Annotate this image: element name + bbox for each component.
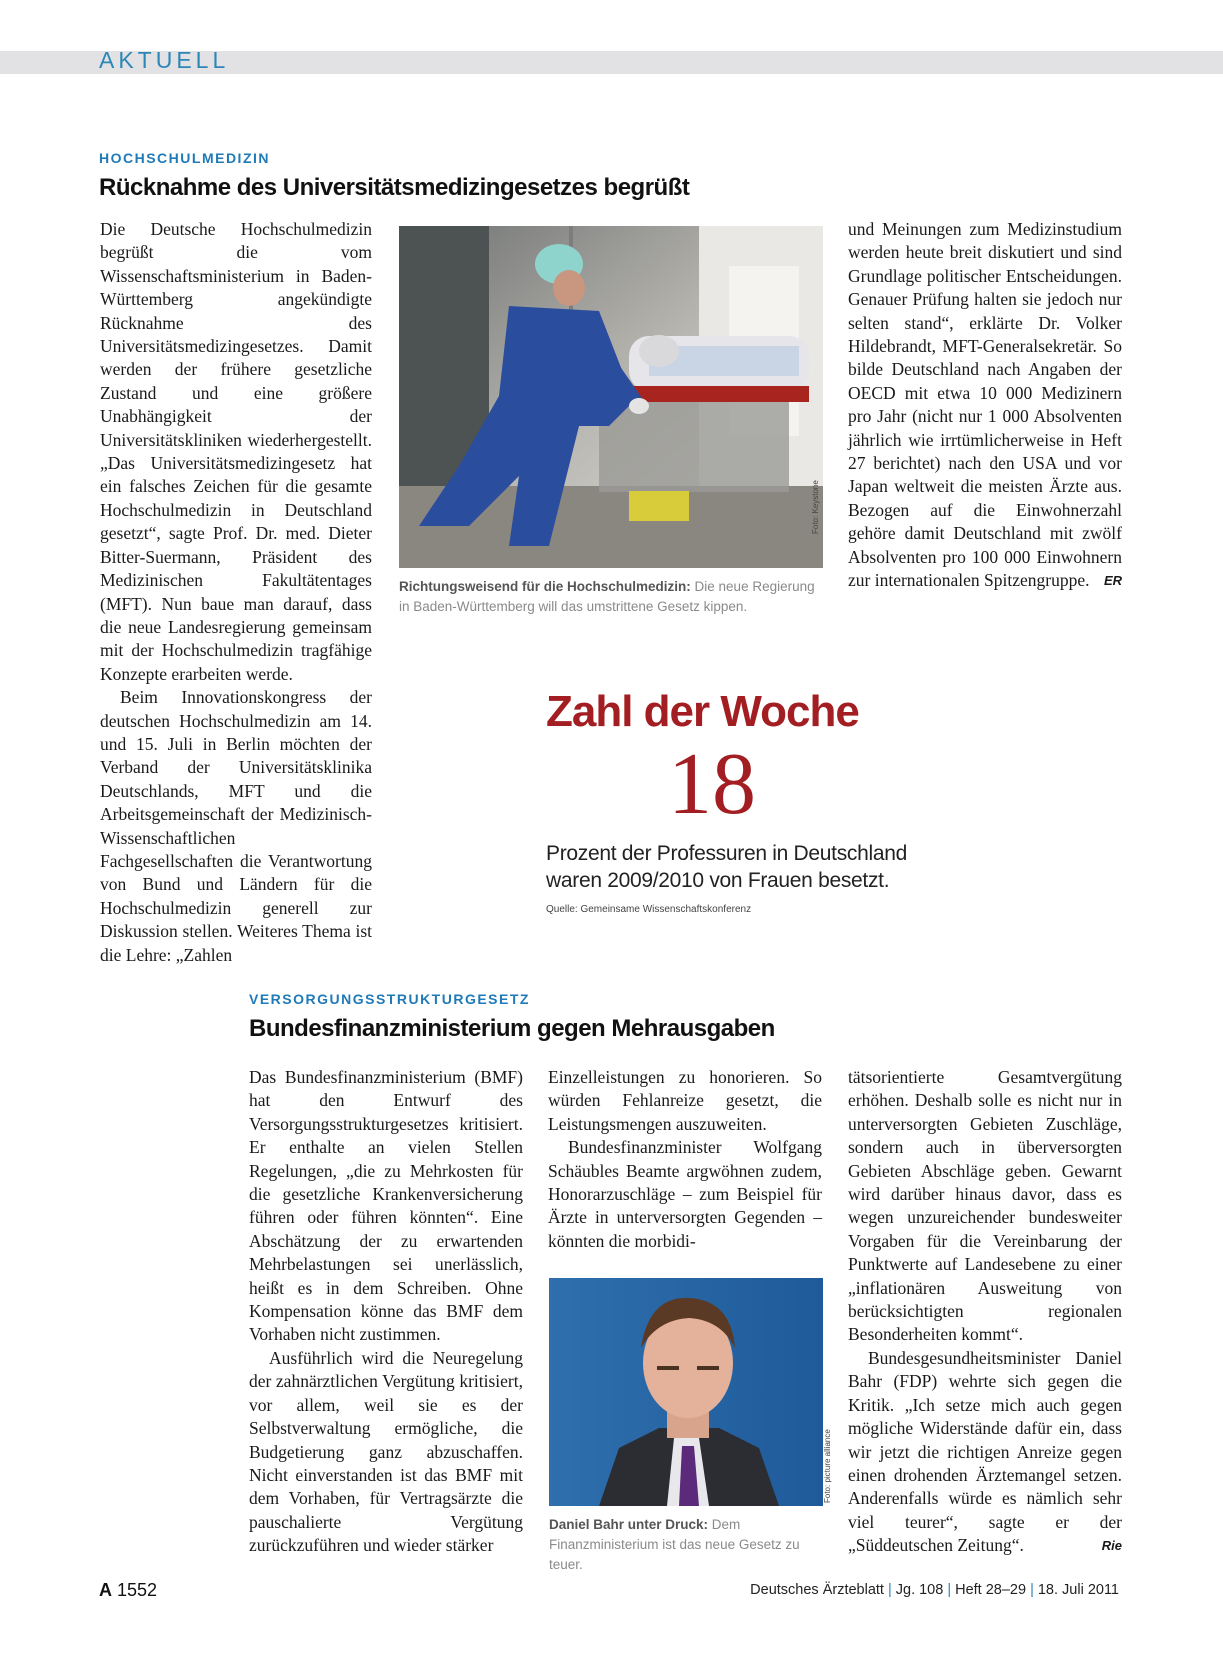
article2-paragraph-2: Ausführlich wird die Neuregelung der zahnärztlichen Vergütung kritisiert, vor allem, weil sie es der Selbstverwaltung ermögliche, die Budgetierung ganz abzuschaffen. Nicht einverstanden ist das BMF mit dem Vorhaben, für Vertragsärzte die pauschalierte Vergütung zurückzuführen und wieder stärker bbox=[249, 1347, 523, 1556]
number-of-week-text: Prozent der Professuren in Deutschland waren 2009/2010 von Frauen besetzt. bbox=[546, 842, 907, 892]
journal-issue: Heft 28–29 bbox=[955, 1582, 1027, 1598]
article1-paragraph-3: und Meinungen zum Medizinstudium werden heute breit diskutiert und sind Grundlage politischer Entscheidungen. Genauer Prüfung halten sie jedoch nur selten stand“, erklärte Dr. Volker Hildebrandt, MFT-Generalsekretär. So bilde Deutschland nach Angaben der OECD mit etwa 10 000 Medizinern pro Jahr (nicht nur 1 000 Absolventen jährlich wie irrtümlicherweise in Heft 27 berichtet) nach den USA und vor Japan weltweit die meisten Ärzte aus. Bezogen auf die Einwohnerzahl gehöre damit Deutschland mit zwölf Absolventen pro 100 000 Einwohnern zur internationalen Spitzengruppe. bbox=[848, 219, 1122, 591]
article1-photo-credit: Foto: Keystone bbox=[811, 480, 820, 534]
journal-volume: Jg. 108 bbox=[895, 1582, 944, 1598]
article1-caption-text: Die neue Regierung in Baden-Württemberg will das umstrittene Gesetz kippen. bbox=[399, 579, 815, 614]
article1-column-3 bbox=[848, 218, 1122, 593]
daniel-bahr-photo bbox=[549, 1278, 823, 1506]
number-of-week-title: Zahl der Woche bbox=[546, 687, 859, 736]
article2-paragraph-4: Bundesfinanzminister Wolfgang Schäubles Beamte argwöhnen zudem, Honorarzuschläge – zum Beispiel für Ärzte in unterversorgten Gegenden – könnten die morbidi- bbox=[548, 1137, 822, 1251]
page-number bbox=[99, 1580, 157, 1601]
article2-paragraph-5: tätsorientierte Gesamtvergütung erhöhen. Deshalb solle es nicht nur in unterversorgten Gebieten Zuschläge, sondern auch in überversorgten Gebieten Abschläge geben. Gewarnt wird darüber hinaus davor, dass es wegen unzureichender bundesweiter Vorgaben für die Vereinbarung der Punktwerte auf Landesebene zu einer „inflationären Ausweitung von berücksichtigten regionalen Besonderheiten kommt“. bbox=[848, 1067, 1122, 1345]
journal-date: 18. Juli 2011 bbox=[1037, 1582, 1119, 1598]
article2-column-1 bbox=[249, 1066, 523, 1558]
article2-author: Rie bbox=[1101, 1538, 1122, 1554]
number-of-week-source: Quelle: Gemeinsame Wissenschaftskonferenz bbox=[546, 904, 752, 915]
article2-paragraph-6: Bundesgesundheitsminister Daniel Bahr (FDP) wehrte sich gegen die Kritik. „Ich setze mich auch gegen mögliche Widerstände dafür ein, dass wir jetzt die richtigen Anreize gegen einen drohenden Ärztemangel setzen. Anderenfalls würde es nämlich sehr viel teurer“, sagte er der „Süddeutschen Zeitung“. bbox=[848, 1347, 1122, 1556]
article1-column-1 bbox=[100, 218, 372, 967]
article2-paragraph-3: Einzelleistungen zu honorieren. So würden Fehlanreize gesetzt, die Leistungsmengen auszuweiten. bbox=[548, 1067, 822, 1134]
separator: | bbox=[887, 1582, 892, 1598]
hospital-photo-illustration bbox=[399, 226, 823, 568]
page-number-value: 1552 bbox=[117, 1580, 158, 1600]
page-prefix: A bbox=[99, 1580, 112, 1600]
journal-name: Deutsches Ärzteblatt bbox=[750, 1582, 884, 1598]
article1-caption-lead: Richtungsweisend für die Hochschulmedizin: bbox=[399, 579, 691, 594]
article1-paragraph-2: Beim Innovationskongress der deutschen Hochschulmedizin am 14. und 15. Juli in Berlin möchten der Verband der Universitätsklinika Deutschlands, MFT und die Arbeitsgemeinschaft der Medizinisch-Wissenschaftlichen Fachgesellschaften die Verantwortung von Bund und Ländern für die Hochschulmedizin generell zur Diskussion stellen. Weiteres Thema ist die Lehre: „Zahlen bbox=[100, 687, 372, 965]
hospital-corridor-photo bbox=[399, 226, 823, 568]
separator: | bbox=[1030, 1582, 1034, 1598]
article2-caption bbox=[549, 1515, 823, 1575]
section-label: AKTUELL bbox=[99, 47, 230, 73]
article2-caption-text: Dem Finanzministerium ist das neue Gesetz zu teuer. bbox=[549, 1517, 800, 1572]
article2-photo-credit: Foto: picture alliance bbox=[823, 1429, 832, 1503]
article2-paragraph-1: Das Bundesfinanzministerium (BMF) hat den Entwurf des Versorgungsstrukturgesetzes kritisiert. Er enthalte an vielen Stellen Regelungen, „die zu Mehrkosten für die gesetzliche Krankenversicherung führen oder führen könnten“. Eine Abschätzung der zu erwartenden Mehrbelastungen sei unerlässlich, heißt es in dem Schreiben. Ohne Kompensation könne das BMF dem Vorhaben nicht zustimmen. bbox=[249, 1067, 523, 1345]
article2-kicker: VERSORGUNGSSTRUKTURGESETZ bbox=[249, 991, 530, 1007]
portrait-illustration bbox=[549, 1278, 823, 1506]
article2-column-2 bbox=[548, 1066, 822, 1253]
separator: | bbox=[947, 1582, 952, 1598]
article1-author: ER bbox=[1103, 573, 1122, 589]
article2-headline: Bundesfinanzministerium gegen Mehrausgaben bbox=[249, 1015, 775, 1042]
article1-kicker: HOCHSCHULMEDIZIN bbox=[99, 150, 270, 166]
article2-column-3 bbox=[848, 1066, 1122, 1558]
article1-paragraph-1: Die Deutsche Hochschulmedizin begrüßt die vom Wissenschaftsministerium in Baden-Württemberg angekündigte Rücknahme des Universitätsmedizingesetzes. Damit werden der frühere gesetzliche Zustand und eine größere Unabhängigkeit der Universitätskliniken wiederhergestellt. „Das Universitätsmedizingesetz hat ein falsches Zeichen für die gesamte Hochschulmedizin in Deutschland gesetzt“, sagte Prof. Dr. med. Dieter Bitter-Suermann, Präsident des Medizinischen Fakultätentages (MFT). Nun baue man darauf, dass die neue Landesregierung gemeinsam mit der Hochschulmedizin tragfähige Konzepte erarbeiten werde. bbox=[100, 219, 372, 684]
article2-caption-lead: Daniel Bahr unter Druck: bbox=[549, 1517, 709, 1532]
article1-headline: Rücknahme des Universitätsmedizingesetzes begrüßt bbox=[99, 174, 690, 201]
article1-caption bbox=[399, 577, 823, 617]
number-of-week-value: 18 bbox=[668, 736, 756, 833]
journal-info bbox=[750, 1582, 1119, 1598]
